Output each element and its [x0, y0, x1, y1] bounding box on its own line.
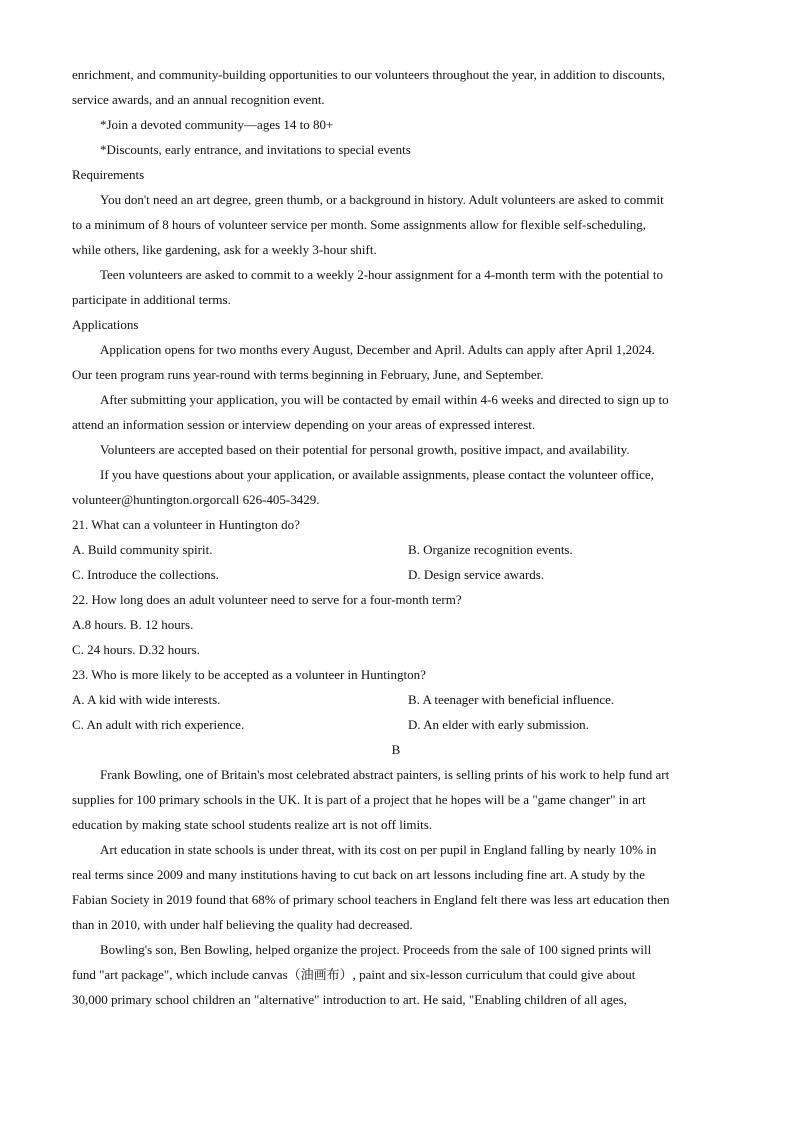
paragraph-line: Application opens for two months every August, December and April. Adults can apply after April 1,2024.	[100, 342, 655, 357]
bullet-line: *Join a devoted community—ages 14 to 80+	[100, 117, 334, 132]
paragraph-line: to a minimum of 8 hours of volunteer service per month. Some assignments allow for flexible self-scheduling,	[72, 217, 647, 232]
paragraph-line: participate in additional terms.	[72, 292, 231, 307]
option-b: B. A teenager with beneficial influence.	[408, 692, 615, 707]
option-a: A. A kid with wide interests.	[72, 692, 221, 707]
section-b-heading: B	[391, 742, 401, 757]
section-heading-requirements: Requirements	[72, 167, 145, 182]
question-23-options-row	[72, 687, 720, 712]
option-c: C. An adult with rich experience.	[72, 717, 245, 732]
paragraph-line: Teen volunteers are asked to commit to a weekly 2-hour assignment for a 4-month term with the potential to	[100, 267, 663, 282]
option-c: C. Introduce the collections.	[72, 567, 219, 582]
section-heading-applications: Applications	[72, 317, 139, 332]
question-21: 21. What can a volunteer in Huntington do?	[72, 517, 300, 532]
paragraph-line: Art education in state schools is under threat, with its cost on per pupil in England falling by nearly 10% in	[100, 842, 657, 857]
paragraph-line: while others, like gardening, ask for a weekly 3-hour shift.	[72, 242, 377, 257]
question-22-options-cd: C. 24 hours. D.32 hours.	[72, 642, 200, 657]
paragraph-line: Fabian Society in 2019 found that 68% of primary school teachers in England felt there was less art education then	[72, 892, 670, 907]
question-23: 23. Who is more likely to be accepted as a volunteer in Huntington?	[72, 667, 426, 682]
paragraph-line: You don't need an art degree, green thumb, or a background in history. Adult volunteers are asked to commit	[100, 192, 664, 207]
option-b: B. Organize recognition events.	[408, 542, 573, 557]
paragraph-line: education by making state school students realize art is not off limits.	[72, 817, 433, 832]
contact-line: volunteer@huntington.orgorcall 626-405-3429.	[72, 492, 320, 507]
paragraph-line: fund "art package", which include canvas（油画布）, paint and six-lesson curriculum that could give about	[72, 967, 636, 982]
option-d: D. Design service awards.	[408, 567, 545, 582]
document-page	[72, 62, 720, 1012]
paragraph-line: After submitting your application, you will be contacted by email within 4-6 weeks and directed to sign up to	[100, 392, 669, 407]
bullet-line: *Discounts, early entrance, and invitations to special events	[100, 142, 411, 157]
question-21-options-row	[72, 537, 720, 562]
paragraph-line: supplies for 100 primary schools in the UK. It is part of a project that he hopes will be a "game changer" in art	[72, 792, 646, 807]
question-22-options-ab: A.8 hours. B. 12 hours.	[72, 617, 194, 632]
paragraph-line: 30,000 primary school children an "alternative" introduction to art. He said, "Enabling children of all ages,	[72, 992, 627, 1007]
paragraph-line: attend an information session or interview depending on your areas of expressed interest.	[72, 417, 536, 432]
paragraph-line: Frank Bowling, one of Britain's most celebrated abstract painters, is selling prints of his work to help fund art	[100, 767, 670, 782]
paragraph-line: Bowling's son, Ben Bowling, helped organize the project. Proceeds from the sale of 100 signed prints will	[100, 942, 652, 957]
option-d: D. An elder with early submission.	[408, 717, 589, 732]
question-21-options-row	[72, 562, 720, 587]
paragraph-line: Our teen program runs year-round with terms beginning in February, June, and September.	[72, 367, 544, 382]
option-a: A. Build community spirit.	[72, 542, 213, 557]
paragraph-line: service awards, and an annual recognition event.	[72, 92, 325, 107]
paragraph-line: than in 2010, with under half believing the quality had decreased.	[72, 917, 413, 932]
question-23-options-row	[72, 712, 720, 737]
paragraph-line: Volunteers are accepted based on their potential for personal growth, positive impact, and availability.	[100, 442, 630, 457]
paragraph-line: real terms since 2009 and many institutions having to cut back on art lessons including fine art. A study by the	[72, 867, 645, 882]
paragraph-line: If you have questions about your application, or available assignments, please contact the volunteer office,	[100, 467, 654, 482]
paragraph-line: enrichment, and community-building opportunities to our volunteers throughout the year, in addition to discounts,	[72, 67, 666, 82]
question-22: 22. How long does an adult volunteer need to serve for a four-month term?	[72, 592, 462, 607]
